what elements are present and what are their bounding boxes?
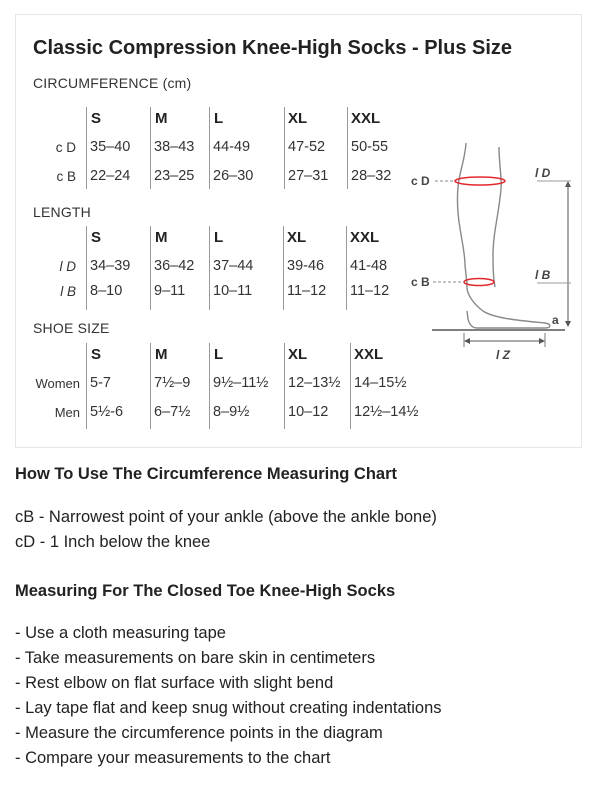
len-cell: 37–44: [213, 258, 254, 274]
shoe-cell: 8–9½: [213, 404, 250, 420]
len-cell: 11–12: [350, 283, 390, 299]
len-size-s: S: [91, 229, 102, 246]
circ-cell: 22–24: [90, 168, 131, 184]
divider: [209, 107, 210, 189]
shoe-size-s: S: [91, 346, 102, 363]
circ-row-label-cd: c D: [55, 140, 76, 155]
chart-title: Classic Compression Knee-High Socks - Plus Size: [33, 37, 513, 59]
divider: [86, 226, 87, 310]
divider: [347, 107, 348, 189]
measuring-heading: Measuring For The Closed Toe Knee-High Socks: [15, 582, 396, 600]
shoe-cell: 6–7½: [154, 404, 191, 420]
shoe-size-xxl: XXL: [354, 346, 384, 363]
len-cell: 34–39: [90, 258, 131, 274]
len-size-l: L: [214, 229, 224, 246]
shoe-size-m: M: [155, 346, 168, 363]
shoe-size-l: L: [214, 346, 224, 363]
shoe-cell: 12–13½: [288, 375, 341, 391]
how-to-line: cB - Narrowest point of your ankle (above the ankle bone): [15, 508, 437, 526]
len-cell: 8–10: [90, 283, 123, 299]
len-size-m: M: [155, 229, 168, 246]
len-cell: 41-48: [350, 258, 388, 274]
shoe-row-label-men: Men: [54, 405, 80, 420]
len-cell: 39-46: [287, 258, 325, 274]
divider: [150, 107, 151, 189]
circ-size-s: S: [91, 110, 102, 127]
divider: [350, 343, 351, 429]
shoe-section-label: SHOE SIZE: [33, 320, 110, 336]
circ-cell: 23–25: [154, 168, 195, 184]
length-section-label: LENGTH: [33, 204, 91, 220]
circ-cell: 38–43: [154, 139, 195, 155]
circ-cell: 28–32: [351, 168, 392, 184]
cb-circumference-ellipse: [464, 279, 494, 286]
divider: [209, 343, 210, 429]
divider: [284, 343, 285, 429]
ld-arrow-bottom: [565, 321, 571, 327]
circ-row-label-cb: c B: [56, 169, 76, 184]
diagram-label-lz: l Z: [496, 348, 510, 362]
shoe-cell: 12½–14½: [354, 404, 419, 420]
circ-cell: 44-49: [213, 139, 251, 155]
cd-circumference-ellipse: [455, 177, 505, 185]
shoe-cell: 5-7: [90, 375, 111, 391]
leg-measurement-diagram: [395, 125, 585, 365]
leg-outline-back: [493, 147, 501, 287]
how-to-heading: How To Use The Circumference Measuring Chart: [15, 465, 398, 483]
len-size-xl: XL: [287, 229, 307, 246]
diagram-label-ld: l D: [535, 166, 551, 180]
circ-cell: 26–30: [213, 168, 254, 184]
divider: [209, 226, 210, 310]
circ-size-m: M: [155, 110, 168, 127]
divider: [86, 107, 87, 189]
shoe-cell: 14–15½: [354, 375, 407, 391]
circ-size-l: L: [214, 110, 224, 127]
divider: [150, 343, 151, 429]
len-cell: 9–11: [154, 283, 186, 299]
shoe-cell: 7½–9: [154, 375, 191, 391]
circ-size-xxl: XXL: [351, 110, 381, 127]
len-row-label-lb: l B: [60, 284, 76, 299]
divider: [150, 226, 151, 310]
circ-cell: 27–31: [288, 168, 329, 184]
ld-arrow-top: [565, 181, 571, 187]
measuring-step: - Rest elbow on flat surface with slight bend: [15, 674, 334, 692]
lz-arrow-left: [464, 338, 470, 344]
measuring-step: - Measure the circumference points in the diagram: [15, 724, 383, 742]
len-row-label-ld: l D: [59, 259, 76, 274]
circumference-section-label: CIRCUMFERENCE (cm): [33, 75, 192, 91]
len-cell: 11–12: [287, 283, 327, 299]
len-cell: 10–11: [213, 283, 253, 299]
circ-size-xl: XL: [288, 110, 308, 127]
measuring-step: - Lay tape flat and keep snug without creating indentations: [15, 699, 442, 717]
divider: [284, 107, 285, 189]
shoe-row-label-women: Women: [35, 376, 80, 391]
shoe-cell: 10–12: [288, 404, 329, 420]
divider: [346, 226, 347, 310]
circ-cell: 35–40: [90, 139, 131, 155]
shoe-cell: 9½–11½: [213, 375, 269, 391]
circ-cell: 50-55: [351, 139, 389, 155]
divider: [283, 226, 284, 310]
len-size-xxl: XXL: [350, 229, 380, 246]
diagram-label-a: a: [552, 313, 559, 327]
circ-cell: 47-52: [288, 139, 326, 155]
diagram-label-lb: l B: [535, 268, 551, 282]
measuring-step: - Compare your measurements to the chart: [15, 749, 331, 767]
measuring-step: - Use a cloth measuring tape: [15, 624, 226, 642]
shoe-size-xl: XL: [288, 346, 308, 363]
how-to-line: cD - 1 Inch below the knee: [15, 533, 211, 551]
lz-arrow-right: [539, 338, 545, 344]
measuring-step: - Take measurements on bare skin in centimeters: [15, 649, 376, 667]
shoe-cell: 5½-6: [90, 404, 124, 420]
diagram-label-cb: c B: [411, 275, 430, 289]
len-cell: 36–42: [154, 258, 195, 274]
divider: [86, 343, 87, 429]
diagram-label-cd: c D: [411, 174, 430, 188]
